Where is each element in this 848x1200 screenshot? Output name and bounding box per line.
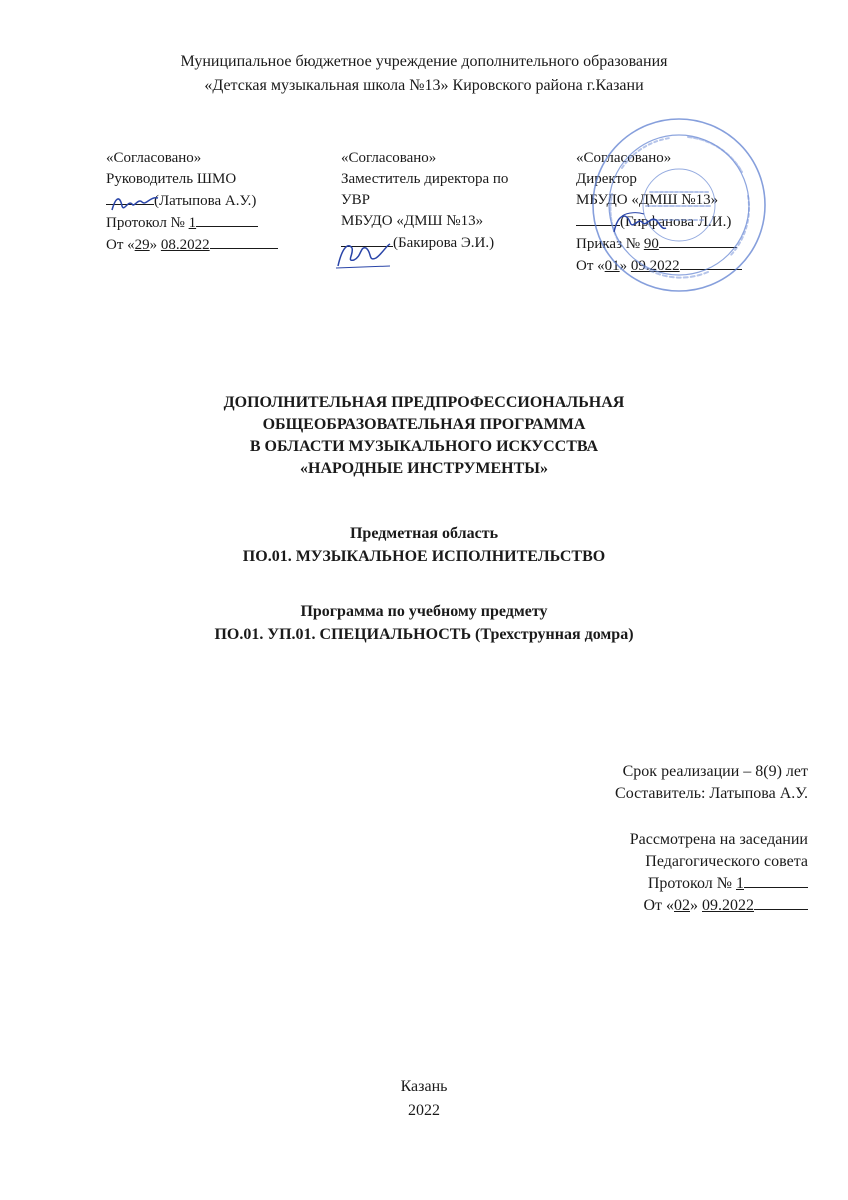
org-label: МБУДО «ДМШ №13»	[576, 192, 719, 208]
council-date-line: От «02» 09.2022	[630, 895, 808, 917]
council-line-2: Педагогического совета	[645, 853, 808, 870]
agreed-label: «Согласовано»	[341, 150, 437, 166]
official-stamp	[590, 116, 768, 294]
title-line-1: ДОПОЛНИТЕЛЬНАЯ ПРЕДПРОФЕССИОНАЛЬНАЯ	[223, 394, 625, 411]
signer-name: (Бакирова Э.И.)	[393, 235, 495, 251]
council-protocol-line: Протокол № 1	[630, 873, 808, 895]
year: 2022	[408, 1102, 440, 1119]
program-name: ПО.01. УП.01. СПЕЦИАЛЬНОСТЬ (Трехструнная домра)	[214, 626, 634, 643]
signer-name: (Латыпова А.У.)	[154, 193, 257, 209]
council-protocol-number: 1	[736, 875, 744, 892]
council-line-1: Рассмотрена на заседании	[629, 831, 808, 848]
institution-line-2: «Детская музыкальная школа №13» Кировского района г.Казани	[204, 77, 644, 94]
date-line: От «29» 08.2022	[106, 234, 278, 256]
signature-latypova	[108, 192, 162, 216]
date-day: 01	[604, 258, 620, 274]
position-label: Директор	[576, 171, 637, 187]
implementation-term: Срок реализации – 8(9) лет	[622, 763, 808, 780]
agreed-label: «Согласовано»	[106, 150, 202, 166]
order-line: Приказ № 90	[576, 233, 742, 255]
date-rest: 08.2022	[160, 237, 210, 253]
protocol-line: Протокол № 1	[106, 212, 278, 234]
position-label: Руководитель ШМО	[106, 171, 237, 187]
date-day: 29	[134, 237, 150, 253]
title-line-4: «НАРОДНЫЕ ИНСТРУМЕНТЫ»	[300, 460, 548, 477]
council-block	[630, 829, 808, 917]
protocol-number: 1	[188, 215, 197, 231]
signature-girfanova	[608, 208, 668, 242]
council-date-rest: 09.2022	[702, 897, 754, 914]
signature-bakirova	[332, 238, 394, 272]
position-label-1: Заместитель директора по	[341, 171, 509, 187]
signer-name: (Гирфанова Л.И.)	[620, 214, 732, 230]
title-line-2: ОБЩЕОБРАЗОВАТЕЛЬНАЯ ПРОГРАММА	[262, 416, 586, 433]
date-rest: 09.2022	[630, 258, 680, 274]
title-line-3: В ОБЛАСТИ МУЗЫКАЛЬНОГО ИСКУССТВА	[249, 438, 599, 455]
institution-line-1: Муниципальное бюджетное учреждение дополнительного образования	[180, 53, 668, 70]
date-line: От «01» 09.2022	[576, 255, 742, 277]
city: Казань	[400, 1078, 448, 1095]
org-label: МБУДО «ДМШ №13»	[341, 213, 484, 229]
institution-header	[0, 50, 848, 98]
program-label: Программа по учебному предмету	[300, 603, 548, 620]
program-title	[0, 392, 848, 480]
implementation-block	[615, 761, 808, 805]
subject-area-name: ПО.01. МУЗЫКАЛЬНОЕ ИСПОЛНИТЕЛЬСТВО	[242, 548, 606, 565]
council-date-day: 02	[674, 897, 690, 914]
footer	[0, 1075, 848, 1123]
agreed-label: «Согласовано»	[576, 150, 672, 166]
position-label-2: УВР	[341, 192, 370, 208]
subject-area-label: Предметная область	[349, 525, 499, 542]
program-author: Составитель: Латыпова А.У.	[615, 785, 808, 802]
order-number: 90	[643, 236, 659, 252]
